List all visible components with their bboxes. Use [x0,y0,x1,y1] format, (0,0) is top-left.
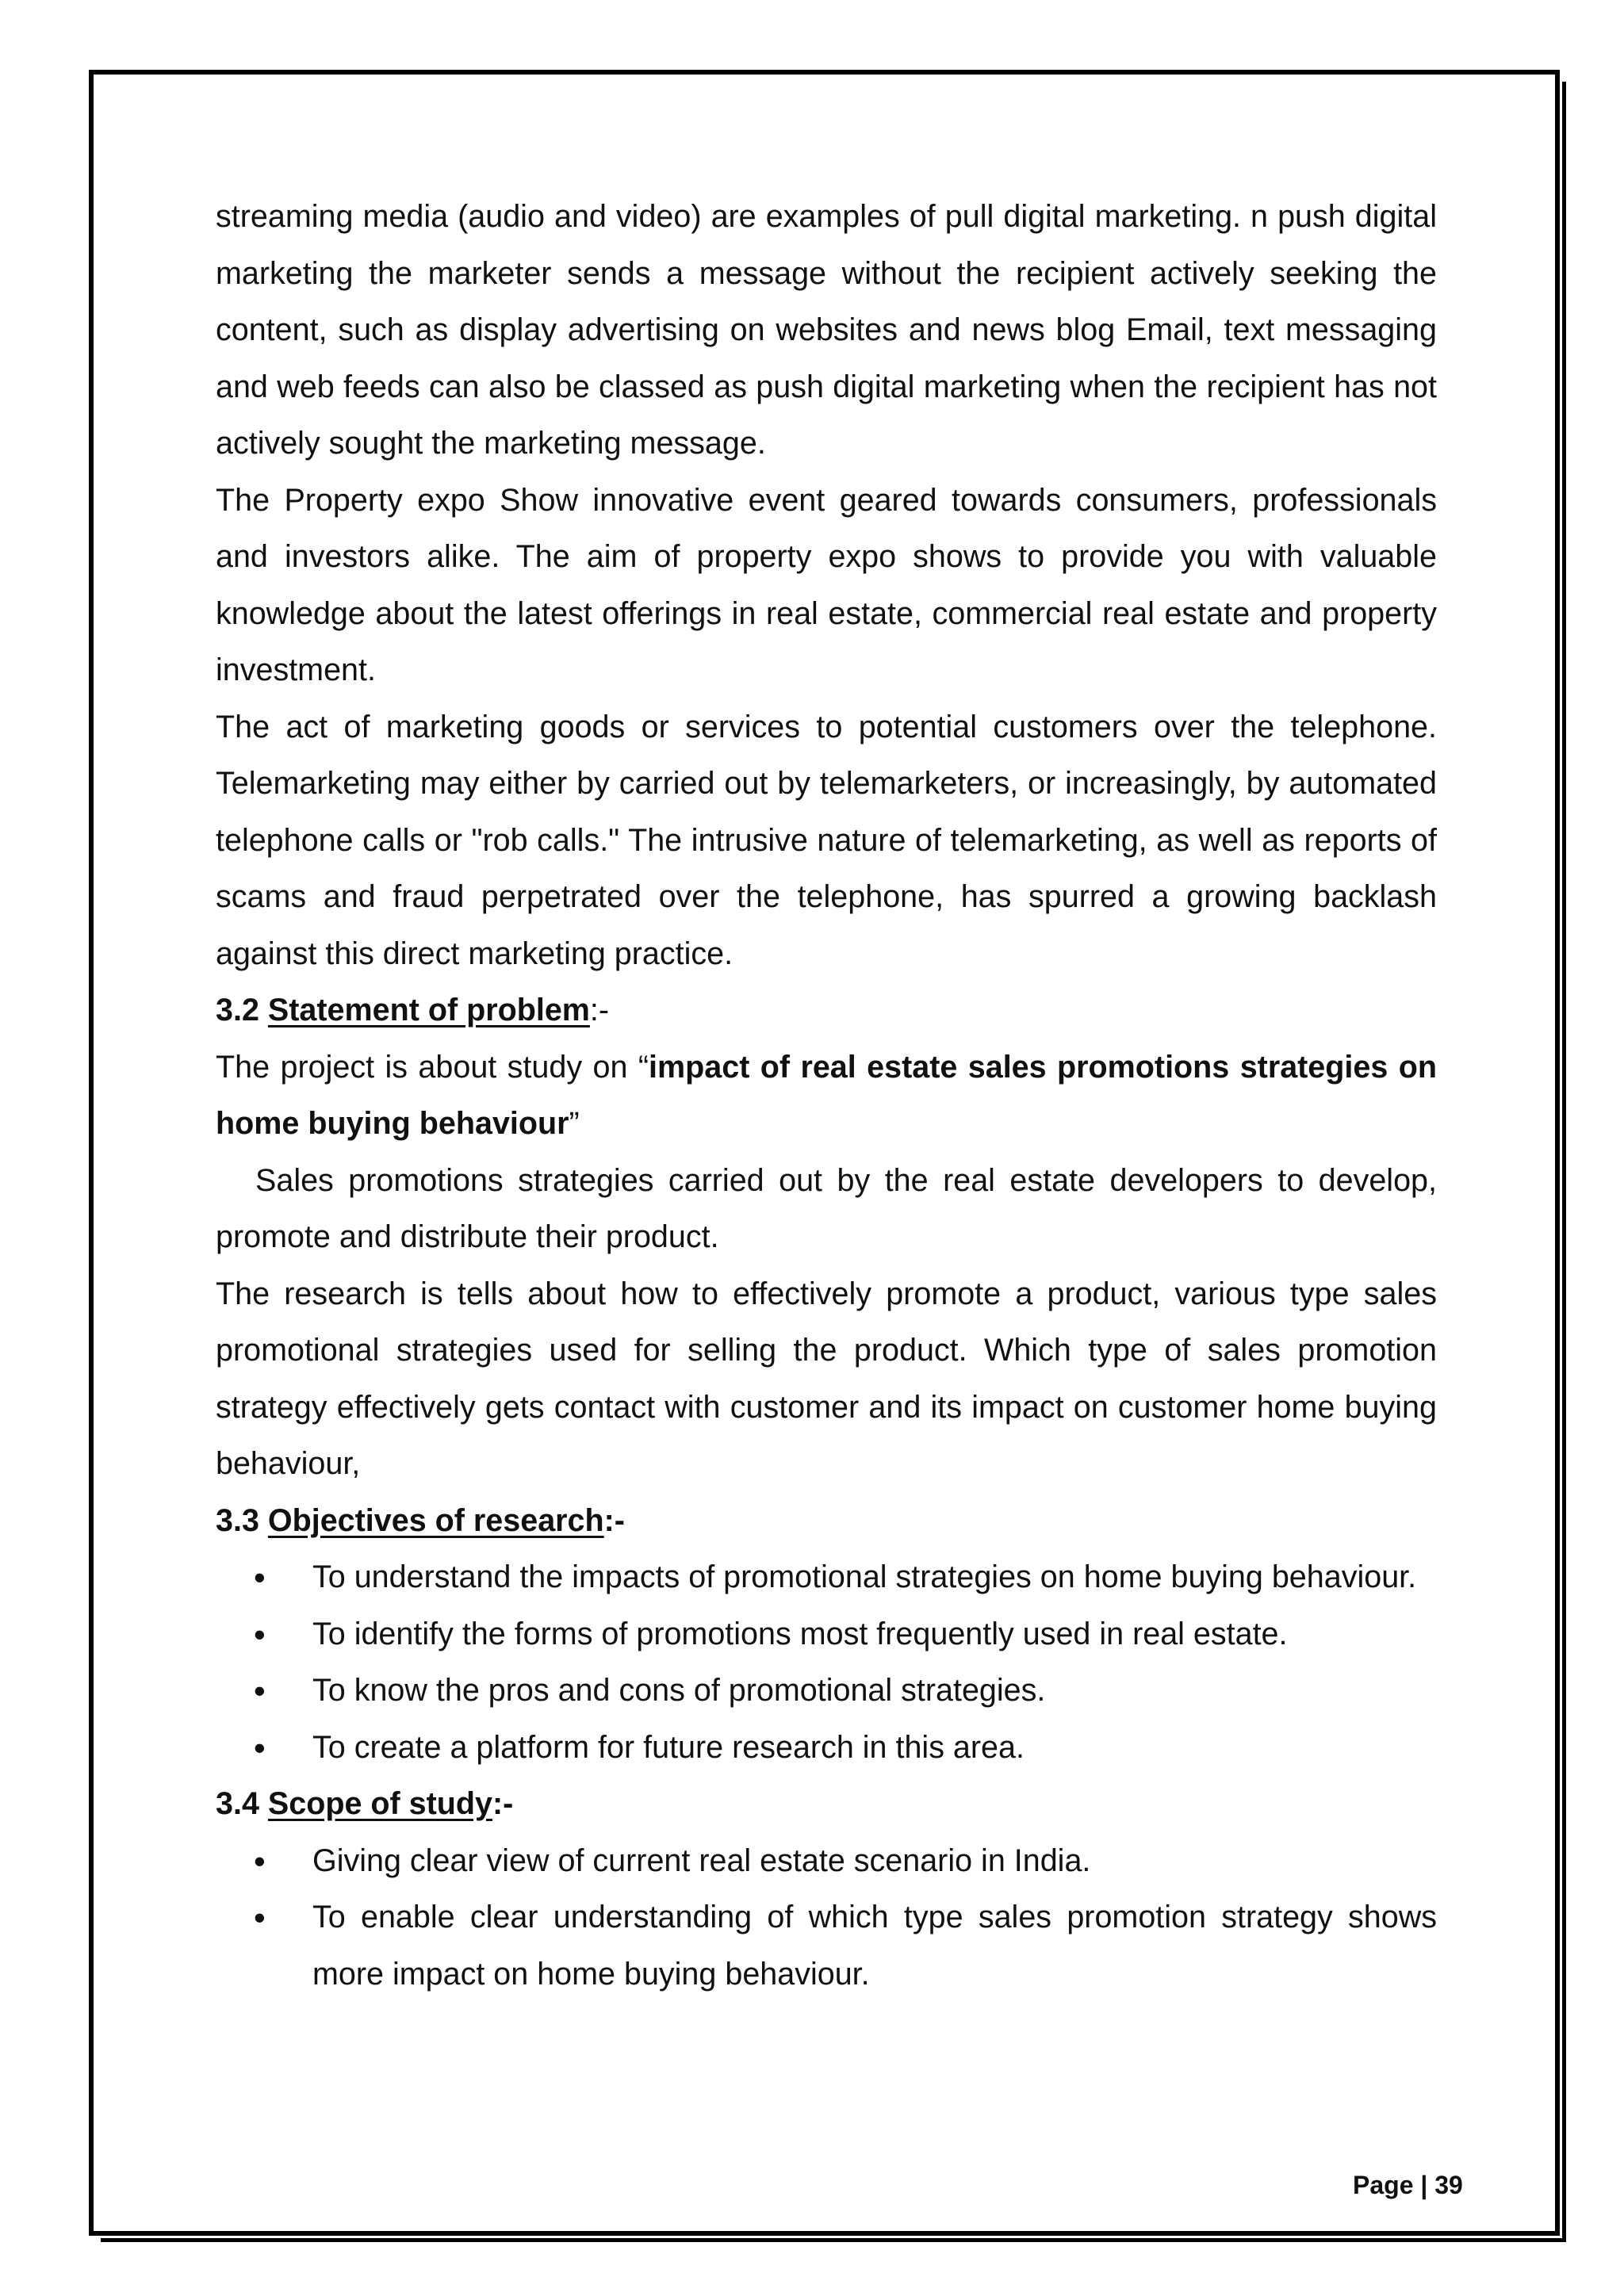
paragraph-telemarketing: The act of marketing goods or services to potential customers over the telephone. Telemarketing may either by carried out by telemarketers, or increasingly, by automated telephone calls or "rob calls." The intrusive nature of telemarketing, as well as reports of scams and fraud perpetrated over the telephone, has spurred a growing backlash against this direct marketing practice. [216,709,1437,971]
list-item: • Giving clear view of current real estate scenario in India. [216,1833,1437,1890]
document-body [216,189,1437,2003]
list-item: • To understand the impacts of promotional strategies on home buying behaviour. [216,1549,1437,1606]
intro-bold-topic: impact of real estate sales promotions strategies on home buying behaviour [216,1049,1437,1141]
heading-statement-of-problem [216,982,1437,1039]
scope-list [216,1833,1437,2003]
list-item: • To identify the forms of promotions most frequently used in real estate. [216,1606,1437,1663]
list-item: • To know the pros and cons of promotional strategies. [216,1663,1437,1720]
section-number: 3.4 [216,1786,268,1821]
heading-scope-of-study [216,1776,1437,1833]
section-suffix: :- [492,1786,514,1821]
heading-objectives-of-research [216,1493,1437,1550]
objectives-list [216,1549,1437,1776]
section-title: Statement of problem [267,993,590,1027]
section-title: Scope of study [267,1786,493,1821]
section-title: Objectives of research [267,1502,604,1538]
problem-intro [216,1039,1437,1153]
intro-suffix: ” [569,1106,580,1141]
problem-paragraph-2: The research is tells about how to effectively promote a product, various type sales promotional strategies used for selling the product. Which type of sales promotion strategy effectively gets contact with customer and its impact on customer home buying behaviour, [216,1276,1437,1481]
list-item: • To create a platform for future research in this area. [216,1720,1437,1777]
problem-paragraph-1: Sales promotions strategies carried out by the real estate developers to develop, promote and distribute their product. [216,1162,1437,1254]
section-number: 3.3 [216,1502,268,1538]
list-item: • To enable clear understanding of which type sales promotion strategy shows more impact on home buying behaviour. [216,1889,1437,2003]
section-suffix: :- [589,993,610,1027]
section-number: 3.2 [216,993,268,1027]
page-number: Page | 39 [1353,2171,1463,2199]
paragraph-pull-push-marketing: streaming media (audio and video) are examples of pull digital marketing. n push digital marketing the marketer sends a message without the recipient actively seeking the content, such as display advertising on websites and news blog Email, text messaging and web feeds can also be classed as push digital marketing when the recipient has not actively sought the marketing message. [216,199,1437,461]
section-suffix: :- [603,1502,625,1538]
intro-prefix: The project is about study on “ [216,1049,649,1085]
paragraph-property-expo: The Property expo Show innovative event geared towards consumers, professionals and investors alike. The aim of property expo shows to provide you with valuable knowledge about the latest offerings in real estate, commercial real estate and property investment. [216,482,1437,687]
